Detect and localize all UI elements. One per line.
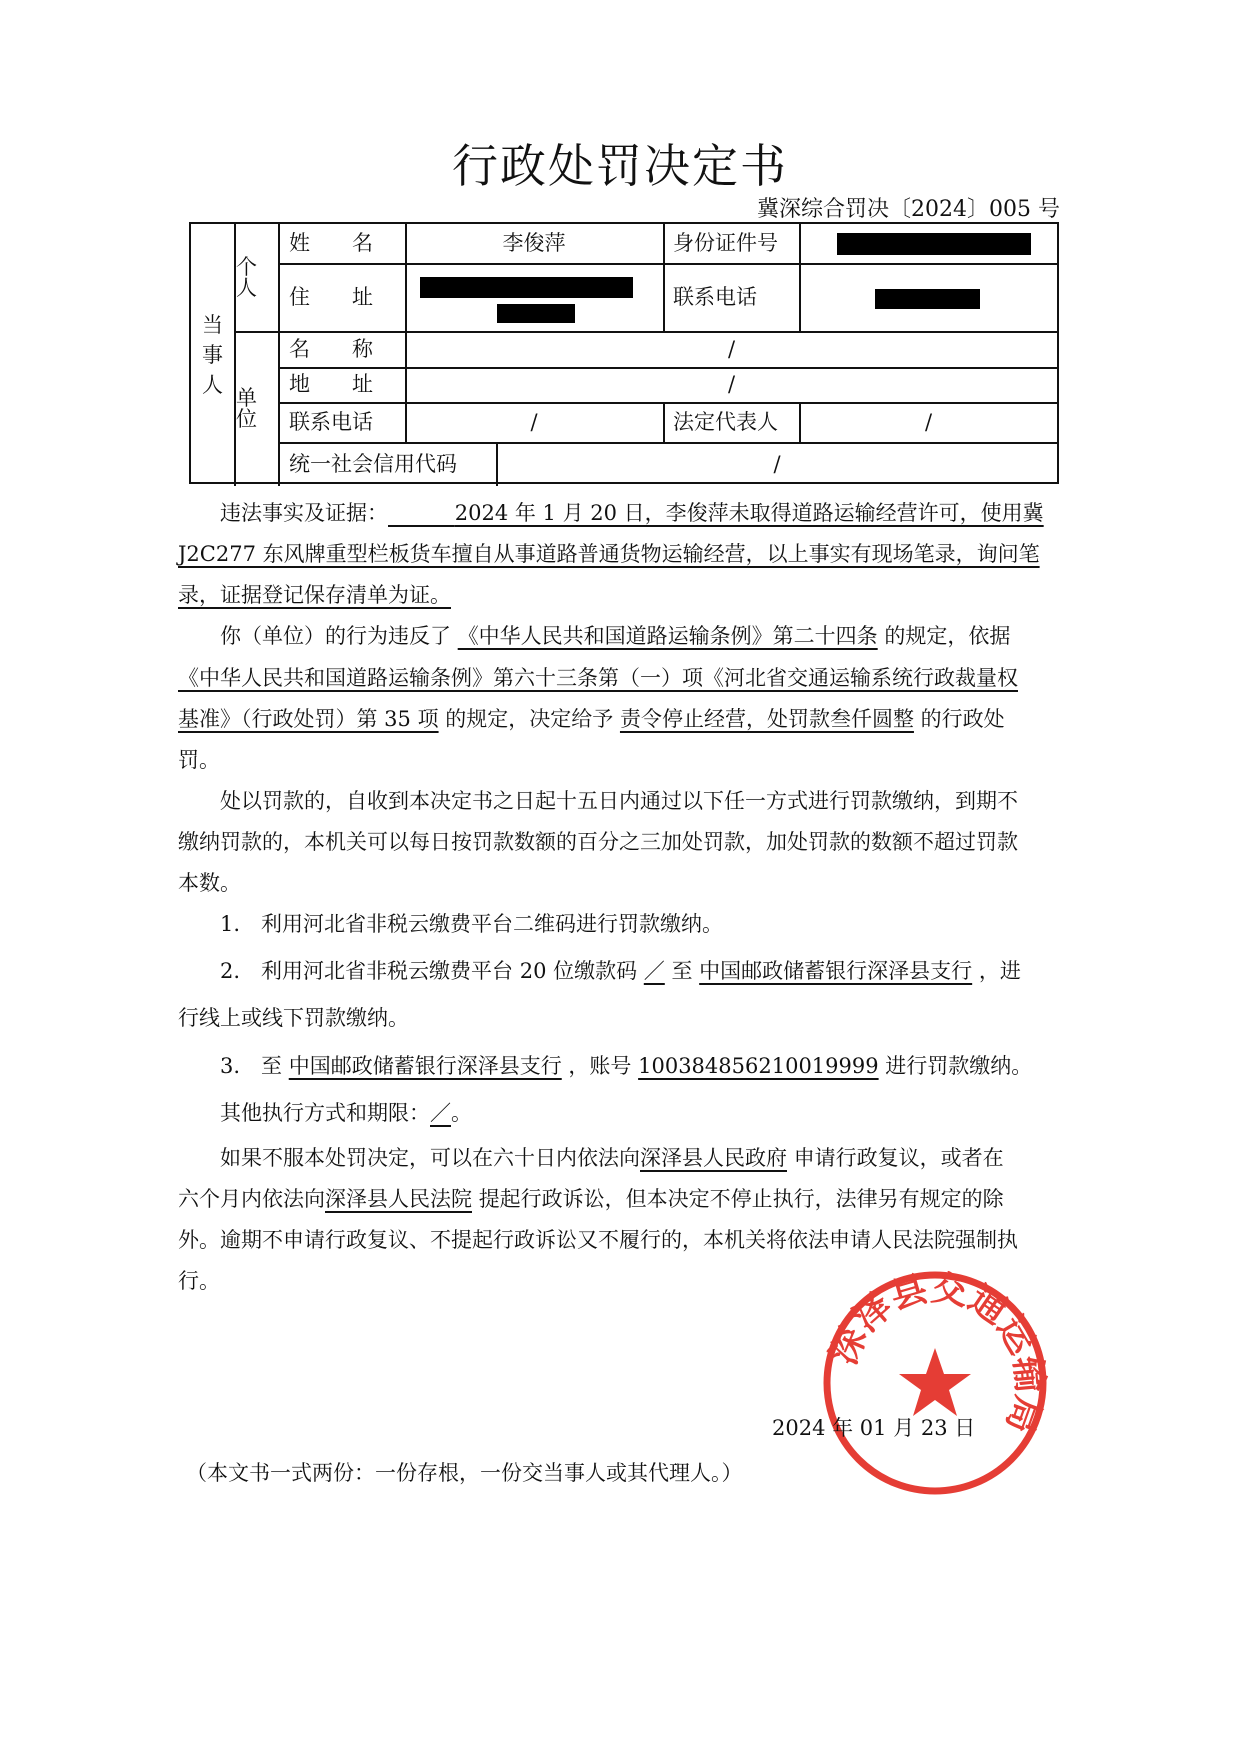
payment-method-2: 2. 利用河北省非税云缴费平台 20 位缴款码 ／ 至 中国邮政储蓄银行深泽县支行 ，进: [220, 959, 1021, 983]
address-redaction-1: [420, 277, 633, 298]
unit-phone-label: 联系电话: [289, 409, 373, 434]
appeal-line-1: 如果不服本处罚决定，可以在六十日内依法向深泽县人民政府 申请行政复议，或者在: [220, 1146, 1004, 1170]
unit-address-label: 地 址: [289, 372, 373, 396]
violated-law: 《中华人民共和国道路运输条例》第二十四条: [457, 624, 878, 648]
unit-phone-value: /: [530, 409, 538, 434]
credit-code-label: 统一社会信用代码: [289, 451, 457, 476]
payment-method-2-line-2: 行线上或线下罚款缴纳。: [178, 1006, 409, 1030]
legal-rep-value: /: [924, 409, 933, 434]
other-execution: 其他执行方式和期限：／。: [220, 1101, 472, 1125]
fine-notice-line-3: 本数。: [178, 871, 241, 895]
review-org: 深泽县人民政府: [640, 1146, 787, 1170]
name-label: 姓 名: [289, 231, 373, 255]
account-number: 100384856210019999: [638, 1054, 879, 1078]
individual-label: 个人: [236, 254, 257, 300]
official-seal: [820, 1268, 1050, 1498]
document-title: 行政处罚决定书: [452, 139, 788, 193]
party-label: 当事人: [202, 313, 223, 397]
id-number-label: 身份证件号: [673, 231, 778, 255]
name-value: 李俊萍: [502, 231, 566, 255]
unit-address-value: /: [727, 372, 736, 396]
seal-text: 深泽县交通运输局: [823, 1268, 1050, 1439]
unit-name-value: /: [727, 336, 736, 361]
violation-line-3: 基准》（行政处罚）第 35 项 的规定，决定给予 责令停止经营，处罚款叁仟圆整 的行政处: [178, 707, 1005, 731]
bank-name-2: 中国邮政储蓄银行深泽县支行: [288, 1054, 562, 1078]
facts-line-3: 录，证据登记保存清单为证。: [178, 583, 451, 607]
appeal-line-2: 六个月内依法向深泽县人民法院 提起行政诉讼，但本决定不停止执行，法律另有规定的除: [178, 1187, 1004, 1211]
appeal-line-3: 外。逾期不申请行政复议、不提起行政诉讼又不履行的，本机关将依法申请人民法院强制执: [178, 1228, 1018, 1252]
facts-line-2: J2C277 东风牌重型栏板货车擅自从事道路普通货物运输经营，以上事实有现场笔录，询问笔: [178, 542, 1040, 566]
violation-basis-line-2: 《中华人民共和国道路运输条例》第六十三条第（一）项《河北省交通运输系统行政裁量权: [178, 666, 1018, 690]
violation-line-1: 你（单位）的行为违反了 《中华人民共和国道路运输条例》第二十四条 的规定，依据: [220, 624, 1011, 648]
phone-redaction: [875, 289, 980, 309]
fine-notice-line-1: 处以罚款的，自收到本决定书之日起十五日内通过以下任一方式进行罚款缴纳，到期不: [220, 789, 1018, 813]
credit-code-value: /: [773, 451, 781, 476]
fine-notice-line-2: 缴纳罚款的，本机关可以每日按罚款数额的百分之三加处罚款，加处罚款的数额不超过罚款: [178, 830, 1018, 854]
facts-line-1: 违法事实及证据： 2024 年 1 月 20 日，李俊萍未取得道路运输经营许可，使用冀: [220, 501, 1044, 525]
appeal-line-4: 行。: [178, 1269, 220, 1293]
id-number-redaction: [837, 233, 1031, 255]
unit-name-label: 名 称: [289, 336, 373, 361]
phone-label: 联系电话: [673, 284, 757, 309]
payment-method-3: 3. 至 中国邮政储蓄银行深泽县支行 ，账号 100384856210019999 进行罚款缴纳。: [220, 1054, 1033, 1078]
unit-label: 单位: [236, 385, 257, 431]
payment-method-1: 1. 利用河北省非税云缴费平台二维码进行罚款缴纳。: [220, 912, 724, 936]
address-label: 住 址: [289, 284, 373, 309]
violation-line-4: 罚。: [178, 748, 220, 772]
document-number: 冀深综合罚决〔2024〕005 号: [757, 197, 1060, 222]
address-redaction-2: [497, 304, 575, 323]
seal-star: [899, 1348, 971, 1416]
footnote: （本文书一式两份：一份存根，一份交当事人或其代理人。）: [186, 1461, 743, 1485]
court: 深泽县人民法院: [325, 1187, 472, 1211]
party-table: [189, 222, 1059, 484]
legal-rep-label: 法定代表人: [673, 409, 778, 434]
issue-date: 2024 年 01 月 23 日: [772, 1416, 976, 1440]
bank-name-1: 中国邮政储蓄银行深泽县支行: [699, 959, 973, 983]
penalty: 责令停止经营，处罚款叁仟圆整: [619, 707, 914, 731]
